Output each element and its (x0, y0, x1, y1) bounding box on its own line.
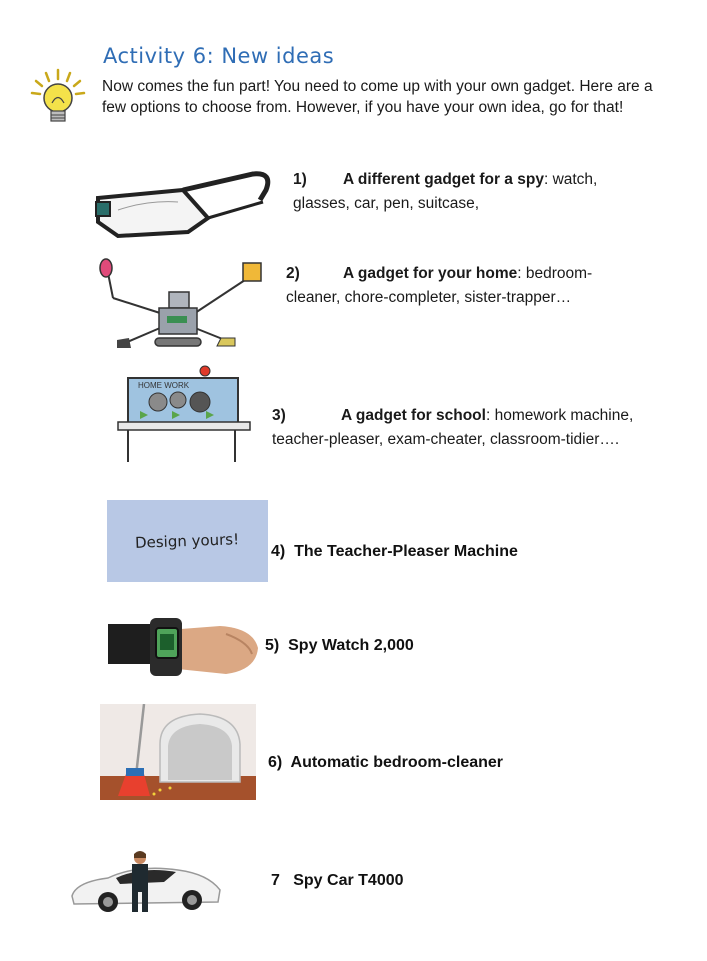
design-yours-text: Design yours! (135, 530, 240, 552)
design-yours-box (107, 500, 268, 582)
spy-watch-image (108, 612, 260, 684)
homework-sign: HOME WORK (138, 381, 190, 390)
example-5-label: 5) Spy Watch 2,000 (265, 637, 414, 654)
option-3-number: 3) (272, 407, 286, 424)
option-2-rest: : bedroom- (517, 265, 593, 282)
robot-cleaner-image (95, 258, 270, 353)
spy-car-image (68, 850, 224, 916)
example-4-label: 4) The Teacher-Pleaser Machine (271, 543, 518, 560)
activity-title: Activity 6: New ideas (103, 44, 335, 68)
example-7-label: 7 Spy Car T4000 (271, 872, 404, 889)
option-3-rest: : homework machine, (485, 407, 634, 424)
option-3 (272, 404, 702, 452)
option-3-line2: teacher-pleaser, exam-cheater, classroom-tidier…. (272, 431, 620, 448)
bedroom-cleaner-image (100, 704, 256, 800)
option-1-line2: glasses, car, pen, suitcase, (293, 195, 480, 212)
activity-intro: Now comes the fun part! You need to come up with your own gadget. Here are a few options to choose from. However, if you have your own idea, go for that! (102, 78, 653, 116)
option-1-number: 1) (293, 171, 307, 188)
option-2-heading: A gadget for your home (343, 265, 518, 282)
option-2-number: 2) (286, 265, 300, 282)
spy-glasses-image (88, 160, 278, 242)
option-1-rest: : watch, (543, 171, 598, 188)
option-1 (293, 168, 693, 216)
option-3-heading: A gadget for school (341, 407, 486, 424)
lightbulb-icon (30, 68, 86, 130)
homework-machine-image (110, 364, 258, 464)
option-2 (286, 262, 696, 310)
example-6-label: 6) Automatic bedroom-cleaner (268, 754, 504, 771)
option-2-line2: cleaner, chore-completer, sister-trapper… (286, 289, 572, 306)
option-1-heading: A different gadget for a spy (343, 171, 544, 188)
